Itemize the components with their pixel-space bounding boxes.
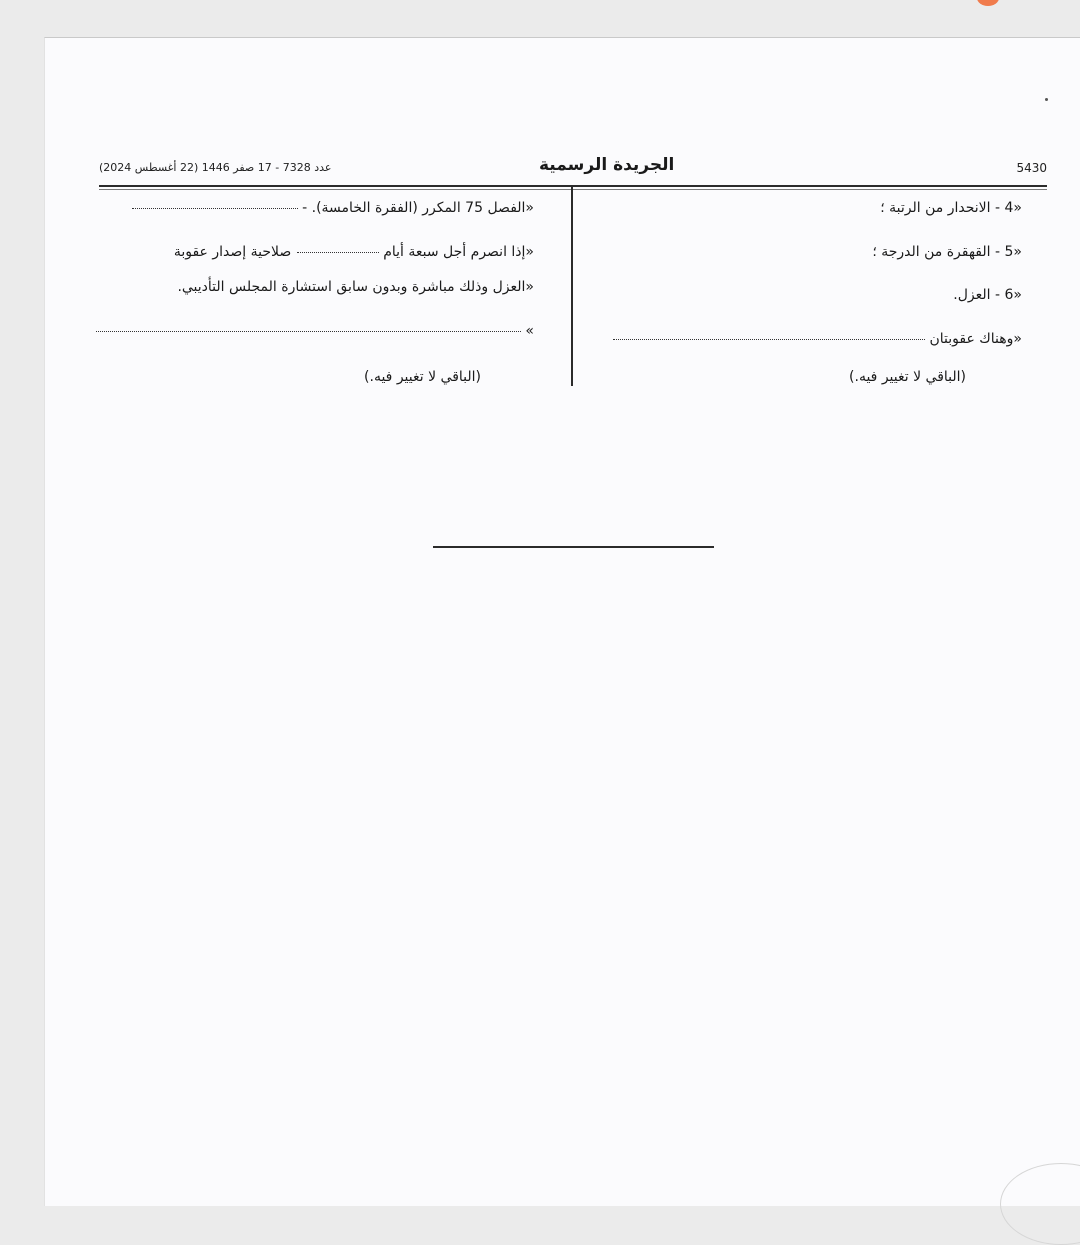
right-unchanged-note bbox=[849, 369, 966, 385]
speck bbox=[1045, 98, 1048, 101]
right-column bbox=[585, 198, 1022, 398]
item-4 bbox=[880, 200, 1022, 216]
paragraph-line-3 bbox=[96, 323, 534, 339]
gazette-title: الجريدة الرسمية bbox=[539, 155, 675, 175]
article-heading bbox=[132, 200, 534, 216]
header-rule bbox=[99, 189, 1047, 190]
dotted-leader bbox=[613, 339, 925, 340]
page-header bbox=[99, 155, 1047, 187]
item-6-text: «6 - العزل. bbox=[953, 287, 1022, 303]
paragraph-line-1a: «إذا انصرم أجل سبعة أيام bbox=[383, 244, 534, 260]
left-column bbox=[99, 198, 534, 398]
right-unchanged-text: (الباقي لا تغيير فيه.) bbox=[849, 369, 966, 385]
dotted-leader bbox=[96, 331, 521, 332]
issue-info: عدد 7328 - 17 صفر 1446 (22 أغسطس 2024) bbox=[99, 161, 332, 174]
item-4-text: «4 - الانحدار من الرتبة ؛ bbox=[880, 200, 1022, 216]
paragraph-line-1b: صلاحية إصدار عقوبة bbox=[173, 244, 292, 260]
item-6 bbox=[953, 287, 1022, 303]
closing-quote: » bbox=[525, 323, 534, 339]
two-penalties-text: «وهناك عقوبتان bbox=[929, 331, 1022, 347]
end-rule bbox=[433, 546, 714, 548]
paragraph-line-2-text: «العزل وذلك مباشرة وبدون سابق استشارة المجلس التأديبي. bbox=[177, 279, 534, 295]
left-unchanged-text: (الباقي لا تغيير فيه.) bbox=[364, 369, 481, 385]
accent-dot bbox=[977, 0, 999, 6]
item-5-text: «5 - القهقرة من الدرجة ؛ bbox=[872, 244, 1022, 260]
article-heading-text: «الفصل 75 المكرر (الفقرة الخامسة). - bbox=[302, 200, 534, 216]
item-5 bbox=[872, 244, 1022, 260]
paragraph-line-2 bbox=[177, 279, 534, 295]
two-penalties-line bbox=[613, 331, 1022, 347]
dotted-leader bbox=[132, 208, 298, 209]
dotted-leader bbox=[297, 252, 379, 253]
page-number: 5430 bbox=[1016, 161, 1047, 175]
left-unchanged-note bbox=[364, 369, 481, 385]
document-page bbox=[44, 37, 1080, 1206]
column-divider bbox=[571, 187, 573, 386]
paragraph-line-1 bbox=[174, 244, 534, 260]
